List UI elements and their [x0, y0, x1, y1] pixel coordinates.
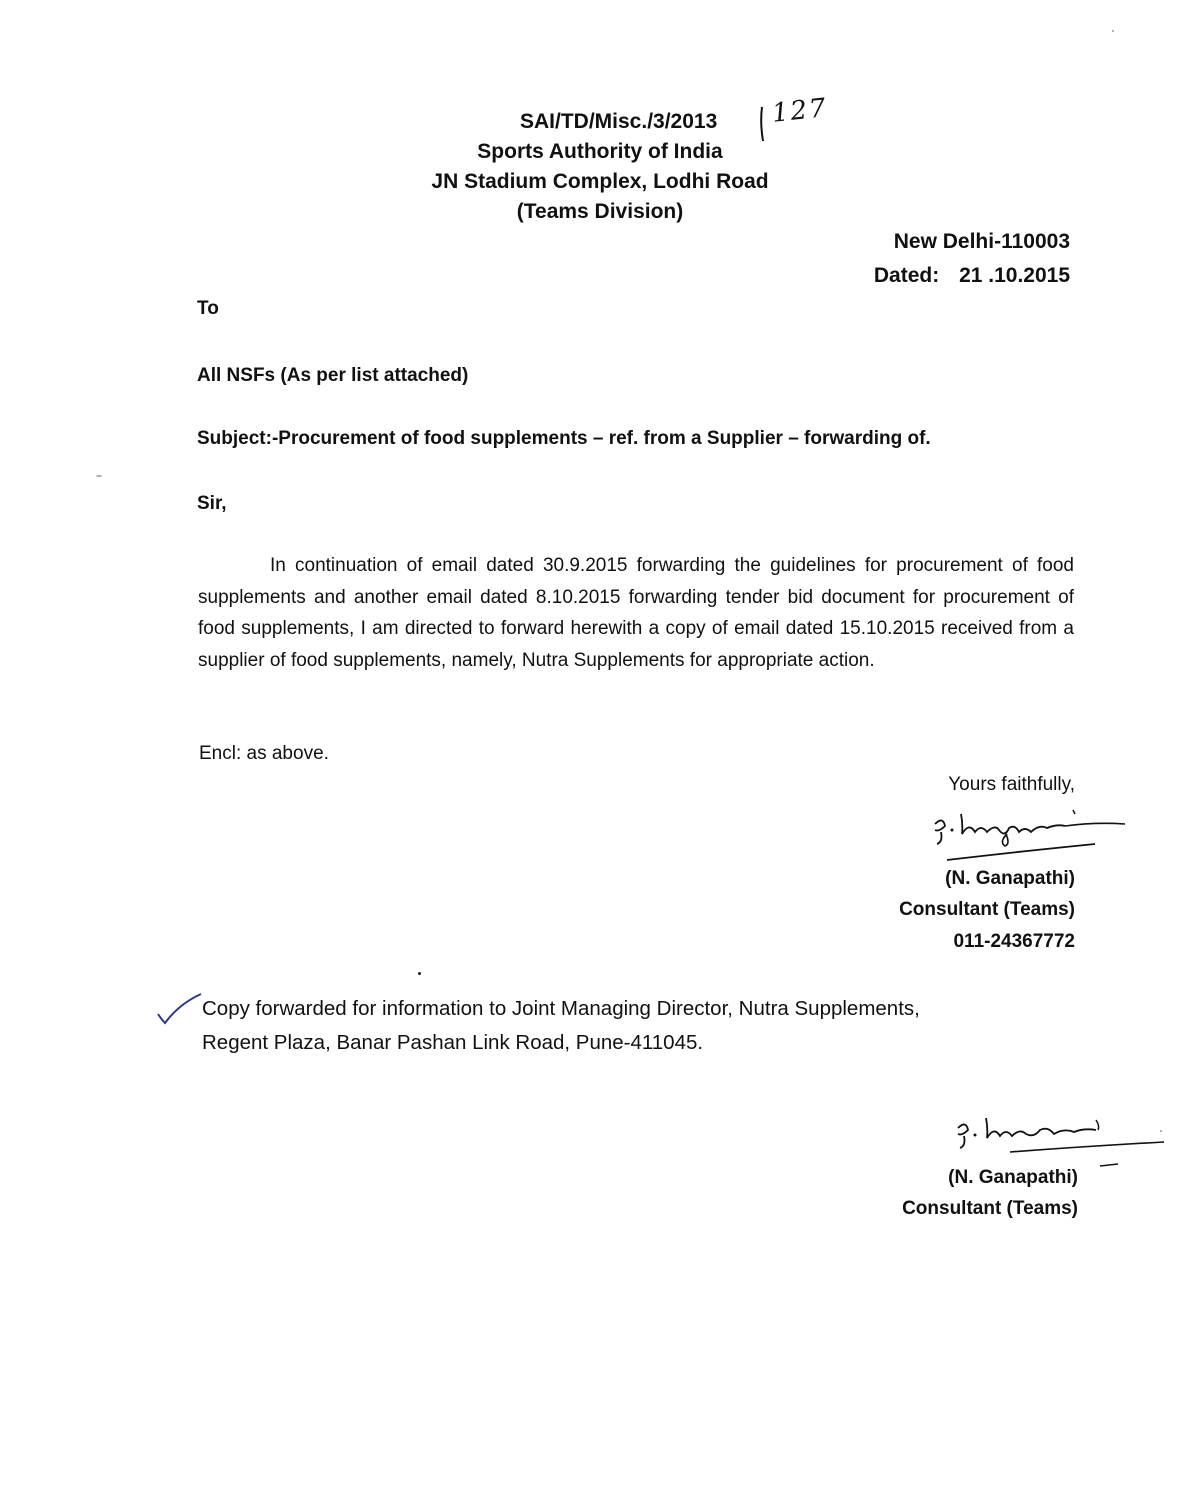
to-label: To [197, 298, 219, 319]
scan-speck [1112, 30, 1114, 32]
place: New Delhi-110003 [893, 230, 1070, 253]
salutation: Sir, [197, 493, 227, 514]
division-name: (Teams Division) [516, 200, 684, 223]
valediction: Yours faithfully, [948, 774, 1075, 795]
scan-speck [418, 972, 421, 975]
copy-forward-line-1: Copy forwarded for information to Joint Managing Director, Nutra Supplements, [202, 997, 920, 1020]
signatory-name: (N. Ganapathi) [945, 868, 1075, 889]
copy-forward-line-2: Regent Plaza, Banar Pashan Link Road, Pune-411045. [202, 1031, 704, 1054]
copy-forward-note [202, 992, 1102, 1060]
addressee: All NSFs (As per list attached) [197, 365, 469, 386]
date-value: 21 .10.2015 [959, 264, 1070, 287]
subject-line: Subject:-Procurement of food supplements – ref. from a Supplier – forwarding of. [197, 428, 931, 449]
handwritten-number: 127 [770, 93, 830, 129]
signatory-phone: 011-24367772 [953, 931, 1075, 952]
second-signatory-designation: Consultant (Teams) [902, 1198, 1078, 1219]
scan-speck [96, 475, 102, 477]
signature-1 [925, 802, 1135, 864]
second-signatory-name: (N. Ganapathi) [948, 1167, 1078, 1188]
date-label: Dated: [873, 264, 940, 287]
signatory-designation: Consultant (Teams) [899, 899, 1075, 920]
organization-address: JN Stadium Complex, Lodhi Road [431, 170, 769, 193]
enclosure-note: Encl: as above. [199, 743, 329, 764]
date-line [874, 264, 1070, 288]
check-mark-icon [155, 992, 205, 1026]
reference-number: SAI/TD/Misc./3/2013 [520, 110, 718, 133]
scan-speck [1160, 1130, 1162, 1132]
body-paragraph: In continuation of email dated 30.9.2015 forwarding the guidelines for procurement of food supplements and another email dated 8.10.2015 forwarding tender bid document for procurement of food supplements, I am directed to forward herewith a copy of email dated 15.10.2015 received from a supplier of food supplements, namely, Nutra Supplements for appropriate action. [198, 555, 1074, 671]
organization-name: Sports Authority of India [477, 140, 723, 163]
signature-2 [950, 1108, 1170, 1168]
